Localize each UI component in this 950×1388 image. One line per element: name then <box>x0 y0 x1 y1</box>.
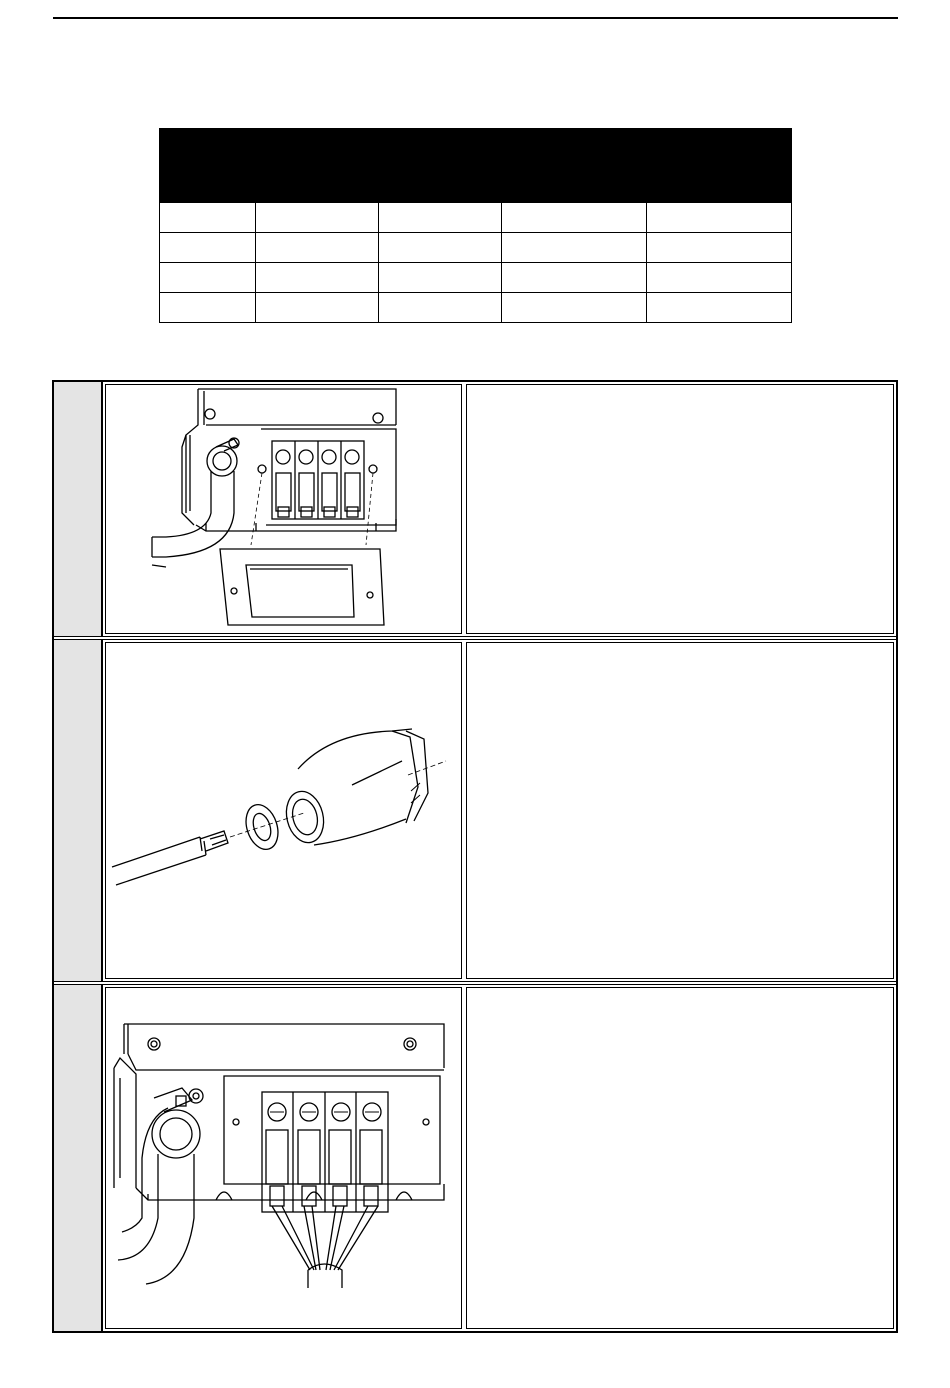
table-header-cell <box>256 129 502 166</box>
table-cell <box>502 203 647 233</box>
table-cell <box>379 203 502 233</box>
table-cell <box>647 263 792 293</box>
table-cell <box>256 293 379 323</box>
step-3 <box>54 985 896 1331</box>
table-header-cell <box>502 129 792 166</box>
table-cell <box>256 263 379 293</box>
table-cell <box>647 233 792 263</box>
table-cell <box>502 233 647 263</box>
terminal-cover-removal-illustration <box>106 385 461 633</box>
table-header-cell <box>160 129 256 203</box>
step-description <box>466 642 894 979</box>
table-row <box>160 233 792 263</box>
step-number <box>54 985 103 1331</box>
table-subheader-cell <box>647 166 792 203</box>
cable-gland-assembly-illustration <box>106 643 461 978</box>
table-cell <box>502 293 647 323</box>
table-subheader-cell <box>502 166 647 203</box>
table-cell <box>379 263 502 293</box>
installation-steps <box>52 380 898 1333</box>
table-cell <box>160 233 256 263</box>
table-cell <box>379 233 502 263</box>
step-description <box>466 987 894 1329</box>
table-row <box>160 263 792 293</box>
step-number <box>54 382 103 636</box>
header-rule <box>53 17 898 19</box>
step-number <box>54 640 103 981</box>
table-cell <box>256 233 379 263</box>
step-illustration <box>105 987 462 1329</box>
table-cell <box>160 203 256 233</box>
terminal-wiring-illustration <box>106 988 461 1328</box>
step-illustration <box>105 384 462 634</box>
table-cell <box>160 263 256 293</box>
step-2 <box>54 640 896 981</box>
table-cell <box>160 293 256 323</box>
step-description <box>466 384 894 634</box>
table-subheader-cell <box>256 166 379 203</box>
table-cell <box>502 263 647 293</box>
step-1 <box>54 382 896 636</box>
table-cell <box>647 203 792 233</box>
table-row <box>160 203 792 233</box>
table-cell <box>256 203 379 233</box>
spec-table <box>159 128 792 323</box>
table-cell <box>647 293 792 323</box>
step-illustration <box>105 642 462 979</box>
table-cell <box>379 293 502 323</box>
table-row <box>160 293 792 323</box>
table-subheader-cell <box>379 166 502 203</box>
